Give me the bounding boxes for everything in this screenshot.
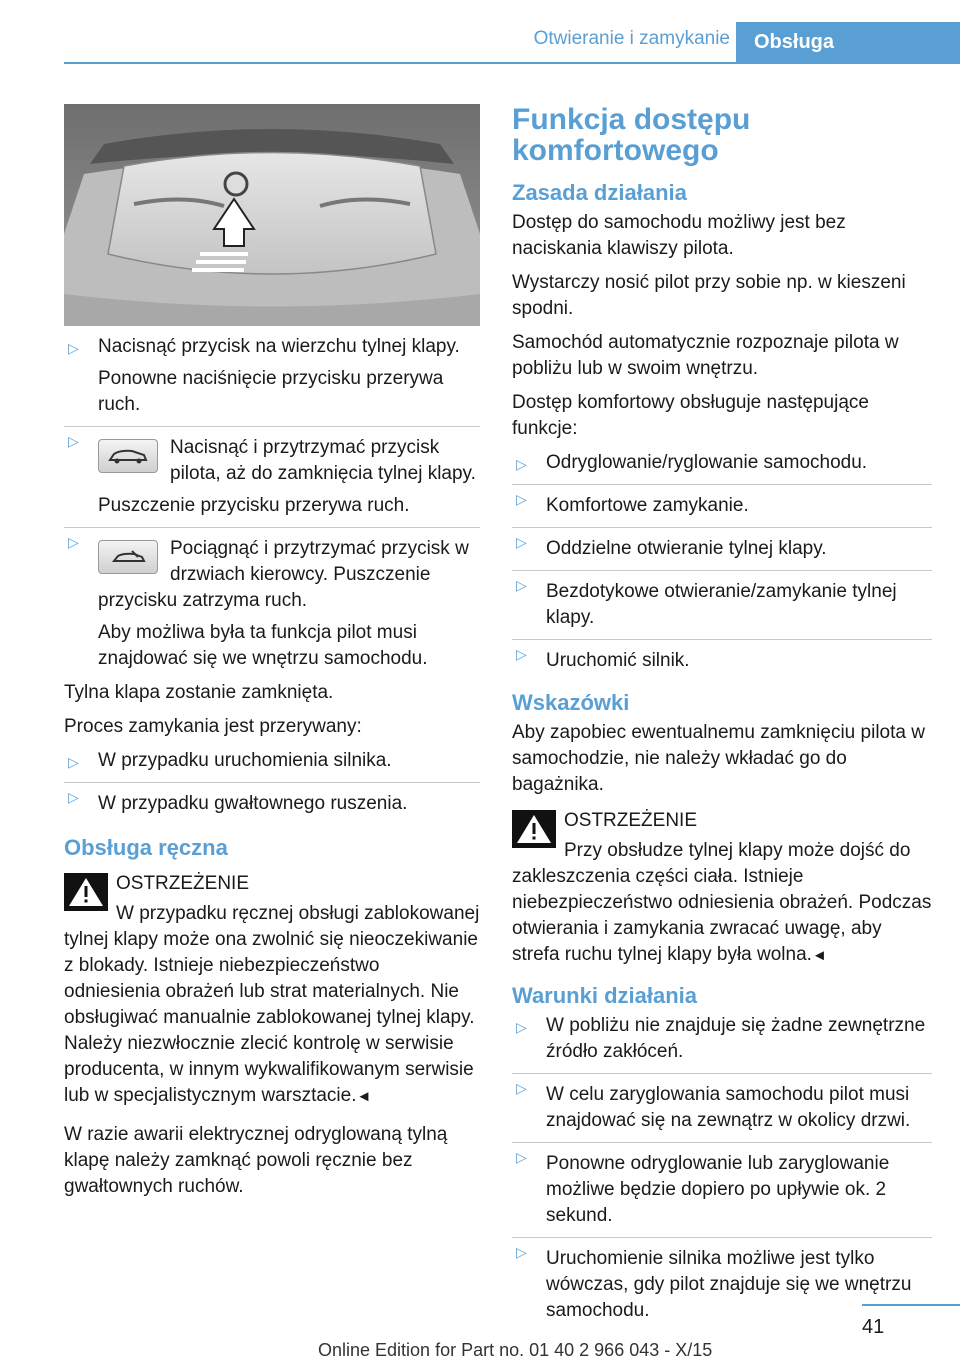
list-item — [512, 484, 932, 519]
step-text: Nacisnąć i przytrzymać przycisk pilota, aż do zamknięcia tylnej klapy. — [170, 437, 476, 484]
warning-icon — [64, 873, 108, 911]
section-title: Otwieranie i zamykanie — [533, 28, 730, 49]
bullet-icon: ▷ — [516, 1019, 527, 1035]
list-item — [512, 1013, 932, 1065]
paragraph: Dostęp komfortowy obsługuje następujące funkcje: — [512, 392, 869, 439]
paragraph: Wystarczy nosić pilot przy sobie np. w kieszeni spodni. — [512, 272, 906, 319]
paragraph: Tylna klapa zostanie zamknięta. — [64, 682, 334, 703]
step-note: Puszczenie przycisku przerywa ruch. — [98, 495, 410, 516]
page-title: Funkcja dostępu komfortowego — [512, 103, 751, 167]
condition-item: W pobliżu nie znajduje się żadne zewnętrzne źródło zakłóceń. — [546, 1015, 926, 1062]
condition-item: W celu zaryglowania samochodu pilot musi znajdować się na zewnątrz w okolicy drzwi. — [546, 1084, 911, 1131]
bullet-icon: ▷ — [516, 534, 527, 550]
car-door-tailgate-button-icon — [98, 540, 158, 574]
step-text: Pociągnąć i przytrzymać przycisk w drzwiach kierowcy. Puszczenie przycisku zatrzyma ruch. — [98, 538, 469, 611]
bullet-icon: ▷ — [516, 1244, 527, 1260]
paragraph: Dostęp do samochodu możliwy jest bez naciskania klawiszy pilota. — [512, 212, 846, 259]
warning-text: Przy obsłudze tylnej klapy może dojść do zakleszczenia części ciała. Istnieje niebezpieczeństwo odniesienia obrażeń. Podczas otwierania i zamykania zwracać uwagę, aby strefa ruchu tylnej klapy była wolna. — [512, 840, 932, 965]
function-item: Odryglowanie/ryglowanie samochodu. — [546, 452, 868, 473]
step-note: Aby możliwa była ta funkcja pilot musi znajdować się we wnętrzu samochodu. — [98, 622, 428, 669]
list-item — [512, 450, 932, 476]
end-mark: ◄ — [356, 1088, 372, 1105]
step-text: Nacisnąć przycisk na wierzchu tylnej klapy. — [98, 336, 460, 357]
paragraph: Aby zapobiec ewentualnemu zamknięciu pilota w samochodzie, nie należy wkładać go do bagażnika. — [512, 722, 925, 795]
function-item: Bezdotykowe otwieranie/zamykanie tylnej klapy. — [546, 581, 897, 628]
paragraph: Samochód automatycznie rozpoznaje pilota w pobliżu lub w swoim wnętrzu. — [512, 332, 899, 379]
footer-rule — [862, 1304, 960, 1306]
list-item — [64, 334, 480, 418]
bullet-icon: ▷ — [516, 577, 527, 593]
bullet-icon: ▷ — [516, 1080, 527, 1096]
paragraph: Proces zamykania jest przerywany: — [64, 716, 362, 737]
list-item — [512, 1073, 932, 1134]
warning-title: OSTRZEŻENIE — [116, 873, 250, 894]
page-header — [0, 22, 960, 62]
end-mark: ◄ — [811, 947, 827, 964]
section-heading-hints: Wskazówki — [512, 690, 630, 715]
chapter-tab: Obsługa — [736, 22, 960, 62]
page-number: 41 — [862, 1316, 885, 1338]
bullet-icon: ▷ — [68, 789, 79, 805]
bullet-icon: ▷ — [516, 491, 527, 507]
warning-title: OSTRZEŻENIE — [564, 810, 698, 831]
warning-box — [512, 808, 932, 969]
bullet-icon: ▷ — [516, 456, 527, 472]
paragraph: W razie awarii elektrycznej odryglowaną tylną klapę należy zamknąć powoli ręcznie bez gwałtownych ruchów. — [64, 1124, 448, 1197]
list-item — [64, 527, 480, 672]
list-item — [64, 782, 480, 817]
left-column — [64, 104, 480, 1208]
list-item — [512, 639, 932, 674]
list-item — [512, 570, 932, 631]
bullet-icon: ▷ — [68, 340, 79, 356]
list-item — [512, 1237, 932, 1324]
right-column — [512, 104, 932, 1332]
bullet-icon: ▷ — [68, 534, 79, 550]
list-item — [512, 1142, 932, 1229]
car-remote-tailgate-icon — [98, 439, 158, 473]
step-note: Ponowne naciśnięcie przycisku przerywa ruch. — [98, 368, 444, 415]
condition-item: Ponowne odryglowanie lub zaryglowanie możliwe będzie dopiero po upływie ok. 2 sekund. — [546, 1153, 890, 1226]
section-heading-manual: Obsługa ręczna — [64, 835, 228, 860]
list-item — [64, 748, 480, 774]
section-heading-principle: Zasada działania — [512, 180, 687, 205]
warning-text: W przypadku ręcznej obsługi zablokowanej tylnej klapy może ona zwolnić się nieoczekiwanie z blokady. Istnieje niebezpieczeństwo odniesienia obrażeń lub strat materialnych. Nie obsługiwać manualnie zablokowanej tylnej klapy. Należy niezwłocznie zlecić kontrolę w serwisie producenta, w innym wykwalifikowanym serwisie lub w specjalistycznym warsztacie. — [64, 903, 480, 1106]
list-item — [64, 426, 480, 519]
bullet-icon: ▷ — [516, 1149, 527, 1165]
function-item: Uruchomić silnik. — [546, 650, 690, 671]
condition-item: Uruchomienie silnika możliwe jest tylko wówczas, gdy pilot znajduje się we wnętrzu samochodu. — [546, 1248, 912, 1321]
function-item: Oddzielne otwieranie tylnej klapy. — [546, 538, 827, 559]
interrupt-condition: W przypadku uruchomienia silnika. — [98, 750, 392, 771]
bullet-icon: ▷ — [516, 646, 527, 662]
section-heading-conditions: Warunki działania — [512, 983, 698, 1008]
bullet-icon: ▷ — [68, 433, 79, 449]
list-item — [512, 527, 932, 562]
warning-icon — [512, 810, 556, 848]
function-item: Komfortowe zamykanie. — [546, 495, 749, 516]
tailgate-photo — [64, 104, 480, 326]
header-rule — [64, 62, 960, 64]
interrupt-condition: W przypadku gwałtownego ruszenia. — [98, 793, 408, 814]
warning-box — [64, 871, 480, 1110]
edition-note: Online Edition for Part no. 01 40 2 966 043 - X/15 — [318, 1340, 713, 1360]
bullet-icon: ▷ — [68, 754, 79, 770]
